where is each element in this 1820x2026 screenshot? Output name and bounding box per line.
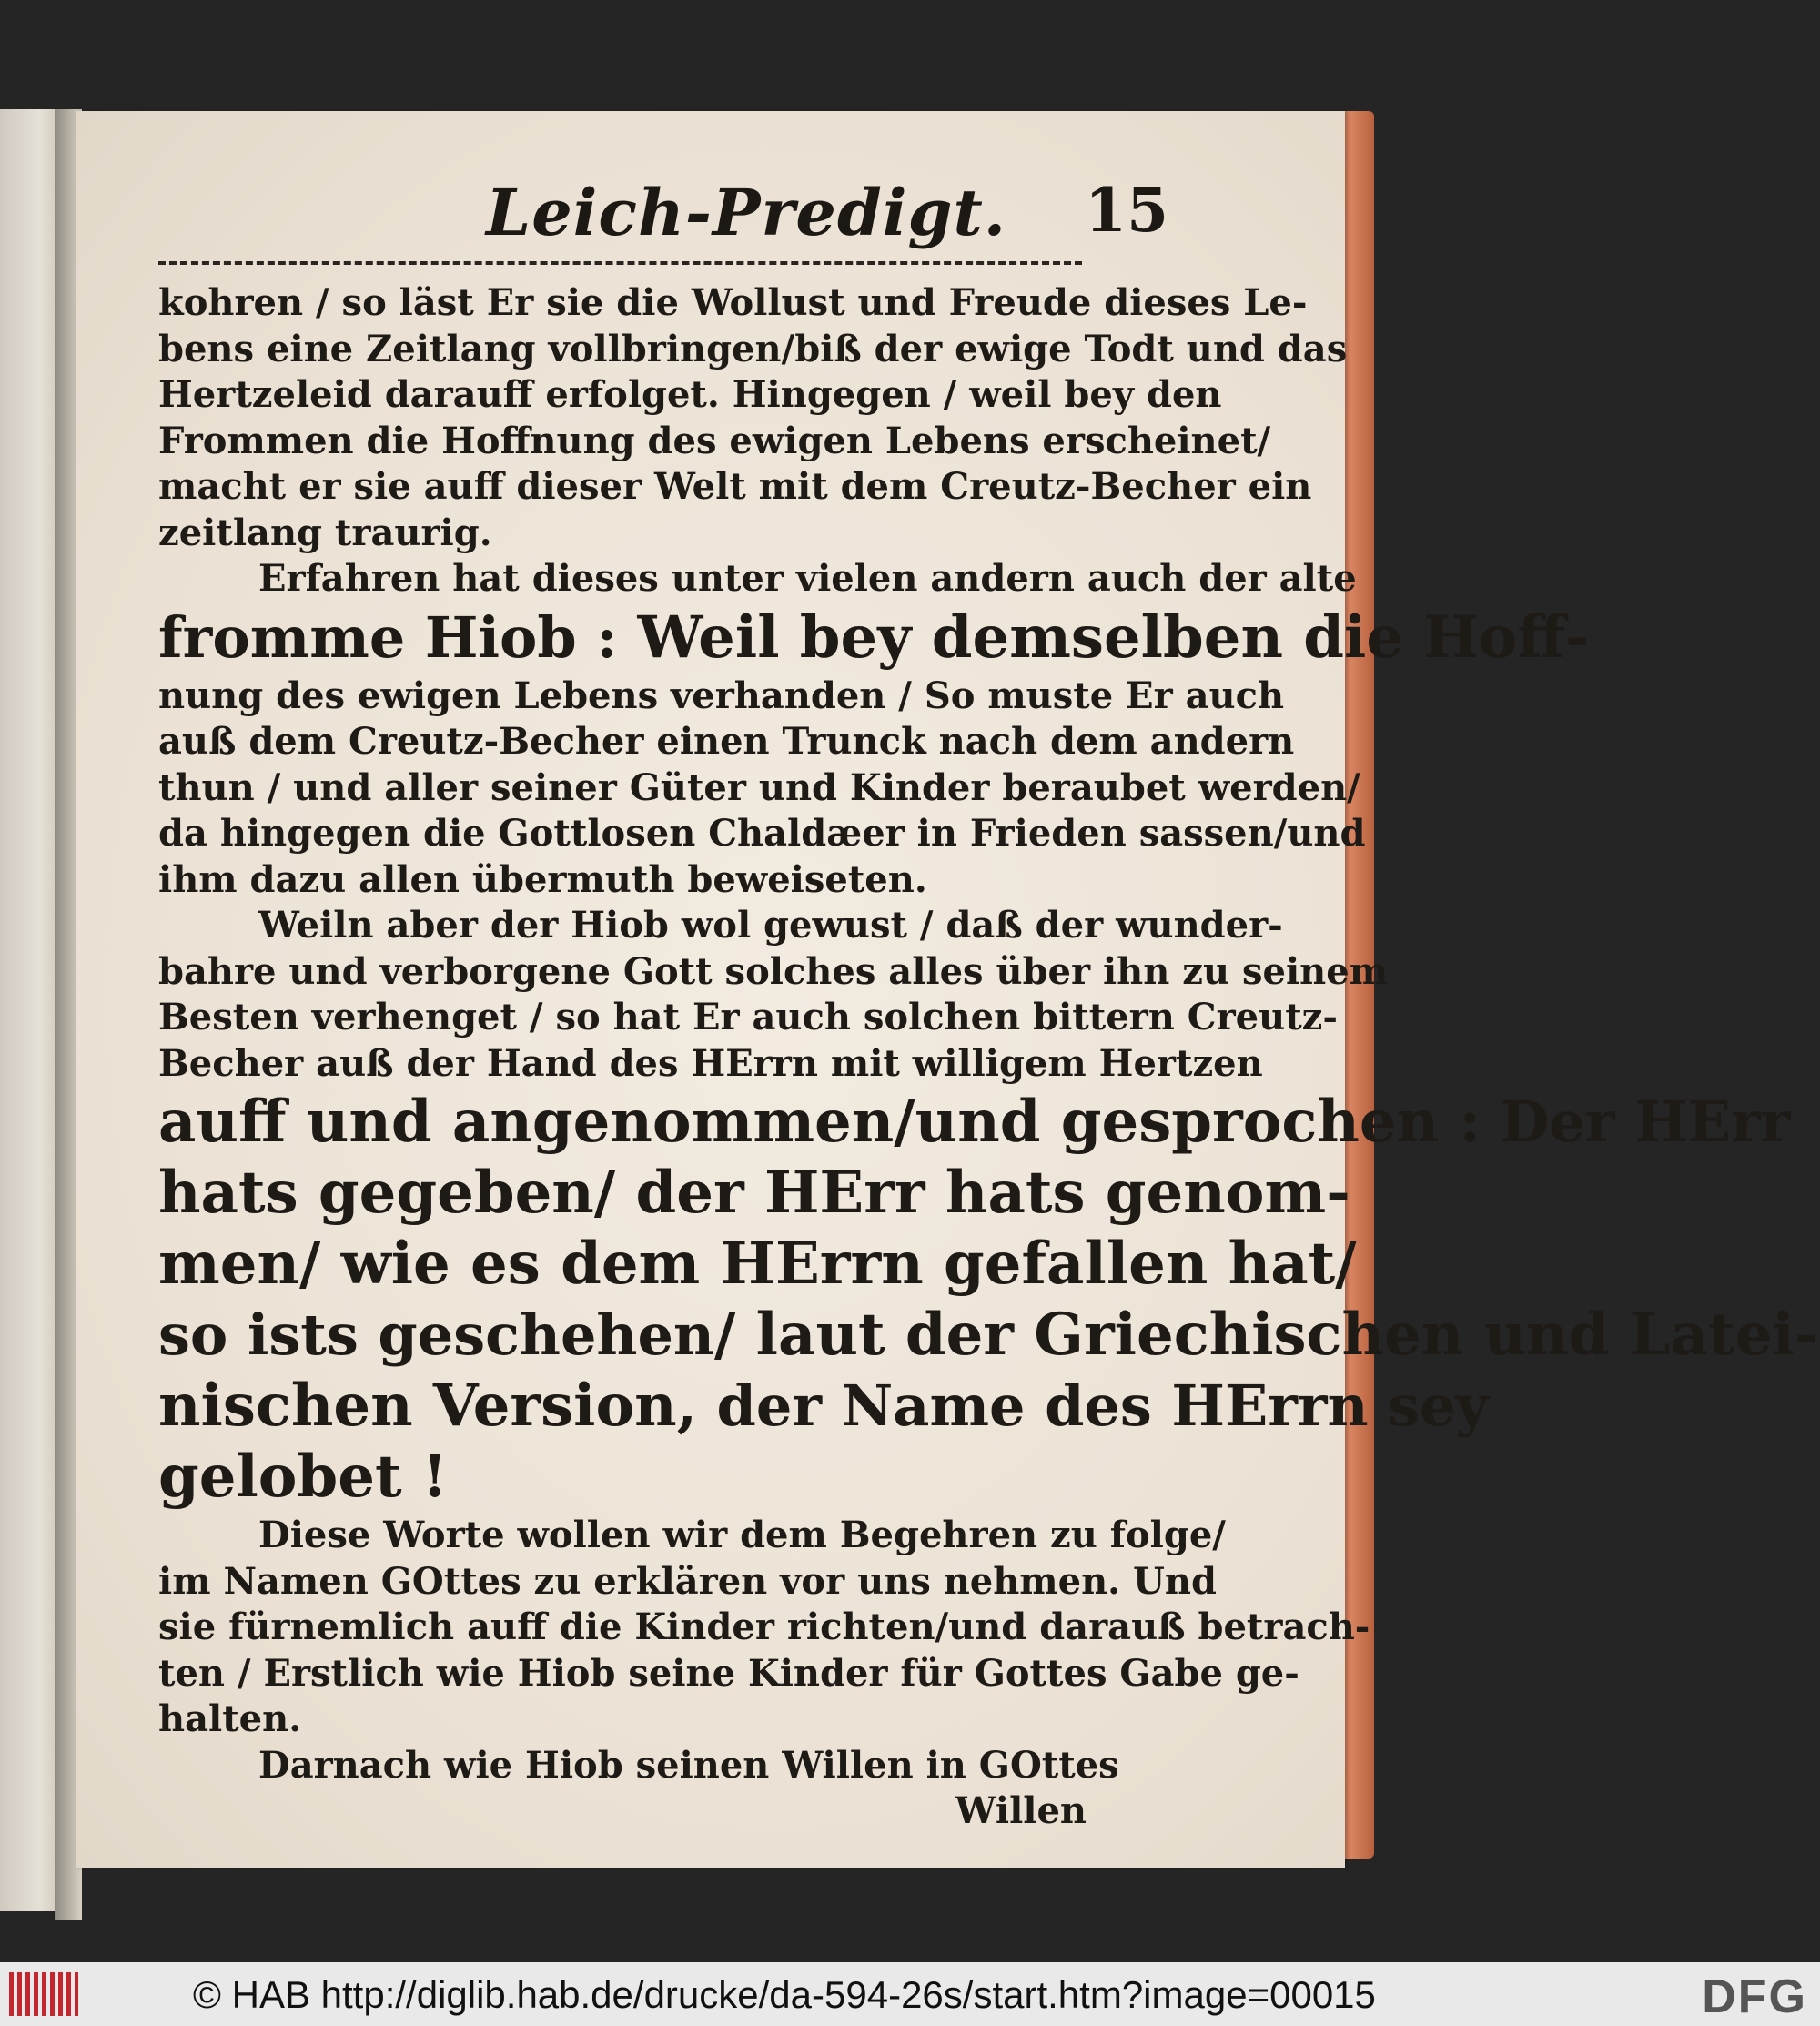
text-line [158, 1697, 1087, 1743]
line-text: Willen [955, 1789, 1087, 1832]
line-text: bahre und verborgene Gott solches alles über ihn zu seinem [158, 949, 1389, 993]
line-text: auß dem Creutz-Becher einen Trunck nach dem andern [158, 720, 1295, 763]
line-text: auff und angenommen/und gesprochen : [158, 1088, 1481, 1156]
line-text: Weiln aber der Hiob wol gewust / daß der wunder- [258, 904, 1283, 947]
line-text: Besten verhenget / so hat Er auch solchen bittern Creutz- [158, 996, 1338, 1038]
line-text: Becher auß der Hand des HErrn mit willigem Hertzen [158, 1041, 1263, 1085]
hab-logo-icon [9, 1972, 78, 2016]
text-line [158, 280, 1308, 327]
text-line [158, 1605, 1370, 1651]
line-text: gelobet ! [158, 1443, 448, 1511]
line-text: Diese Worte wollen wir dem Begehren zu folge/ [258, 1514, 1226, 1556]
text-line [158, 327, 1348, 373]
text-line [158, 1371, 1489, 1442]
line-text: thun / und aller seiner Güter und Kinder beraubet werden/ [158, 765, 1360, 809]
text-line [158, 1229, 1357, 1300]
text-line [158, 674, 1285, 720]
text-line [158, 1788, 1087, 1835]
text-line [158, 603, 1590, 674]
text-line [158, 464, 1312, 511]
line-text: im Namen GOttes zu erklären vor uns nehmen. Und [158, 1559, 1217, 1603]
line-text: da hingegen die Gottlosen Chaldæer in Frieden sassen/und [158, 812, 1366, 855]
emphasized-text: Der HErr [1481, 1089, 1791, 1155]
footer-bar [0, 1962, 1820, 2026]
page-header [158, 166, 1168, 257]
text-line [158, 719, 1295, 765]
text-line [158, 372, 1222, 419]
emphasized-text: so ists geschehen [158, 1302, 715, 1368]
page-number: 15 [1085, 175, 1168, 246]
emphasized-text: fromme Hiob : [158, 603, 618, 671]
header-rule [158, 261, 1082, 265]
line-text: hats gegeben/ der HErr hats genom- [158, 1159, 1350, 1227]
line-text: macht er sie auff dieser Welt mit dem Creutz-Becher ein [158, 465, 1312, 508]
text-line [158, 1513, 1226, 1559]
text-line [158, 1743, 1119, 1789]
line-text: men/ wie es dem HErrn gefallen hat/ [158, 1230, 1357, 1298]
text-line [158, 1158, 1350, 1229]
text-line [158, 995, 1338, 1041]
line-text: Erfahren hat dieses unter vielen andern auch der alte [258, 557, 1357, 600]
book-page [76, 111, 1819, 1868]
body-text [158, 280, 1819, 1835]
dfg-logo: DFG [1702, 1970, 1807, 2023]
emphasized-text: der Name des HErrn sey [696, 1373, 1489, 1439]
line-text: Darnach wie Hiob seinen Willen in GOttes [258, 1743, 1119, 1787]
line-text: ihm dazu allen übermuth beweiseten. [158, 857, 927, 901]
line-text: Weil bey demselben die Hoff- [617, 603, 1590, 672]
line-text: / laut der Griechischen und Latei- [714, 1301, 1819, 1369]
line-text: Frommen die Hoffnung des ewigen Lebens erscheinet/ [158, 419, 1271, 462]
text-line [158, 1442, 1087, 1513]
line-text: nischen Version, [158, 1372, 697, 1440]
text-line [158, 1559, 1217, 1606]
line-text: halten. [158, 1697, 302, 1740]
text-line [158, 811, 1366, 857]
text-line [158, 765, 1360, 812]
text-line [158, 857, 1087, 904]
line-text: ten / Erstlich wie Hiob seine Kinder für Gottes Gabe ge- [158, 1651, 1299, 1695]
line-text: bens eine Zeitlang vollbringen/biß der ewige Todt und das [158, 327, 1348, 370]
text-line [158, 1651, 1299, 1697]
text-line [158, 1041, 1263, 1088]
line-text: sie fürnemlich auff die Kinder richten/und darauß betrach- [158, 1606, 1370, 1648]
text-line [158, 949, 1389, 996]
text-line [158, 1087, 1791, 1158]
line-text: nung des ewigen Lebens verhanden / So muste Er auch [158, 674, 1285, 717]
line-text: Hertzeleid darauff erfolget. Hingegen / weil bey den [158, 373, 1222, 416]
footer-url-text: © HAB http://diglib.hab.de/drucke/da-594-26s/start.htm?image=00015 [193, 1973, 1376, 2016]
line-text: zeitlang traurig. [158, 511, 492, 554]
text-line [158, 903, 1283, 949]
text-line [158, 419, 1271, 465]
text-line [158, 511, 1087, 557]
text-line [158, 1300, 1819, 1371]
line-text: kohren / so läst Er sie die Wollust und Freude dieses Le- [158, 281, 1308, 324]
text-line [158, 556, 1357, 603]
running-title: Leich-Predigt. [486, 175, 1007, 250]
